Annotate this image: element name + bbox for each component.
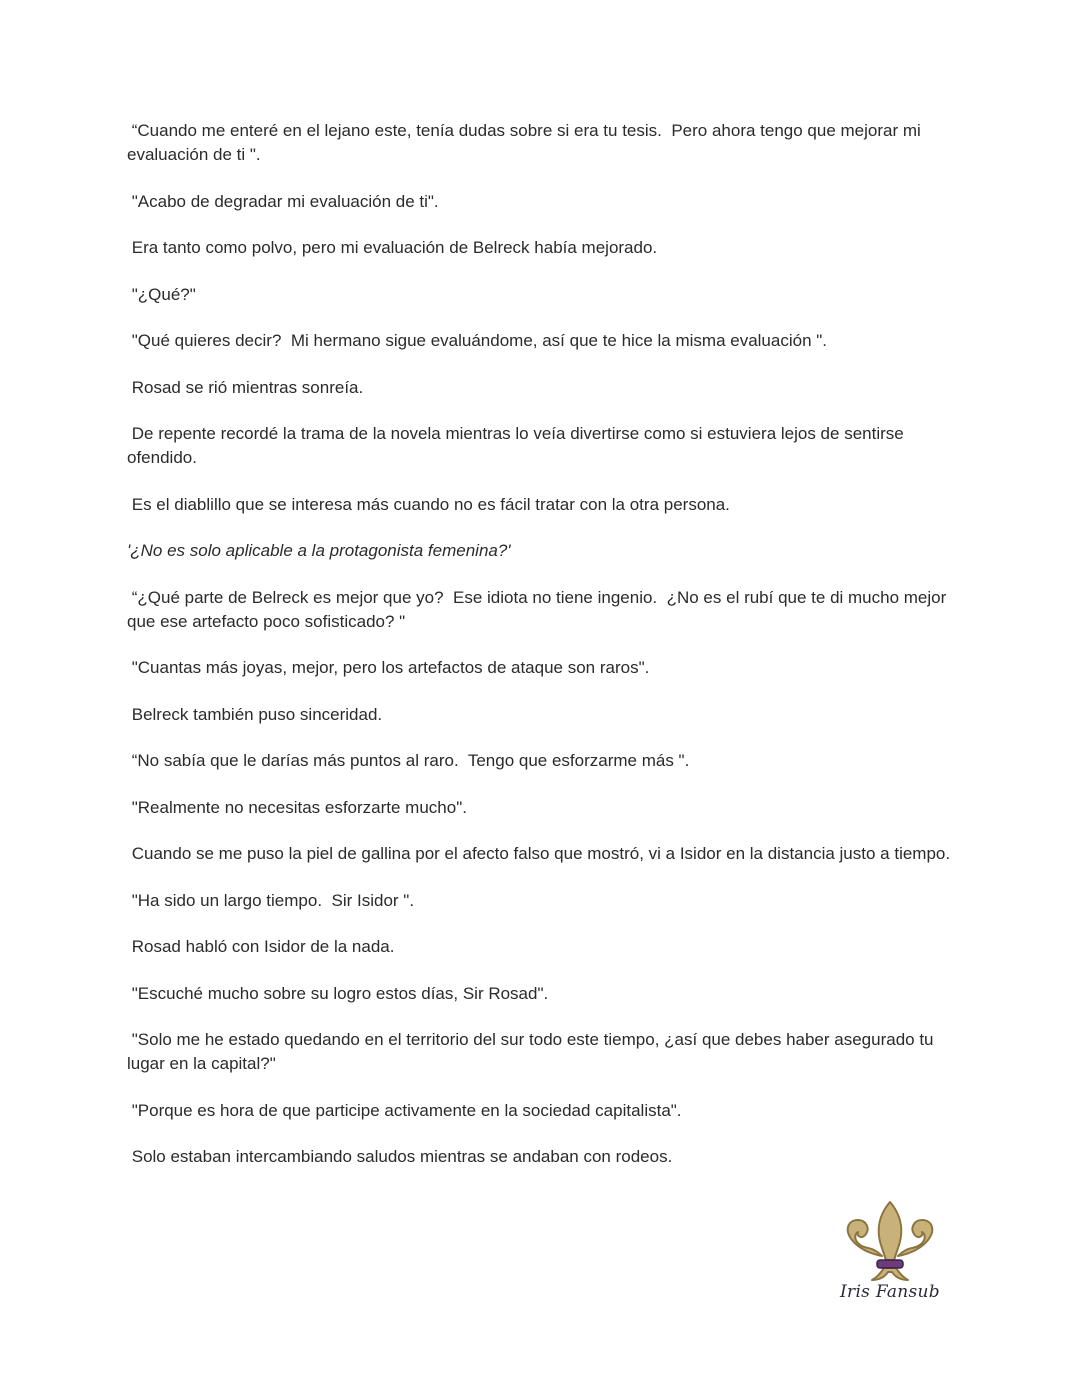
- paragraph: Belreck también puso sinceridad.: [127, 704, 383, 724]
- paragraph: "Ha sido un largo tiempo. Sir Isidor ".: [127, 890, 415, 910]
- paragraph: Solo estaban intercambiando saludos mientras se andaban con rodeos.: [127, 1147, 673, 1166]
- paragraph: "Escuché mucho sobre su logro estos días, Sir Rosad".: [127, 983, 549, 1003]
- paragraph: "Acabo de degradar mi evaluación de ti".: [127, 191, 439, 211]
- paragraph: "Solo me he estado quedando en el territorio del sur todo este tiempo, ¿así que debes haber asegurado tu lugar en la capital?": [127, 1030, 939, 1073]
- paragraph: Era tanto como polvo, pero mi evaluación de Belreck había mejorado.: [127, 238, 658, 257]
- paragraph: Cuando se me puso la piel de gallina por el afecto falso que mostró, vi a Isidor en la distancia justo a tiempo.: [127, 844, 951, 863]
- fleur-de-lis-icon: [838, 1198, 942, 1284]
- paragraph: "Cuantas más joyas, mejor, pero los artefactos de ataque son raros".: [127, 658, 650, 677]
- document-body: [127, 119, 957, 1192]
- paragraph: “¿Qué parte de Belreck es mejor que yo? Ese idiota no tiene ingenio. ¿No es el rubí que te di mucho mejor que ese artefacto poco sofisticado? ": [127, 587, 952, 631]
- paragraph: "¿Qué?": [127, 284, 196, 304]
- paragraph: '¿No es solo aplicable a la protagonista femenina?': [127, 541, 511, 560]
- paragraph: Es el diablillo que se interesa más cuando no es fácil tratar con la otra persona.: [127, 494, 730, 514]
- paragraph: "Realmente no necesitas esforzarte mucho".: [127, 797, 467, 817]
- paragraph: “Cuando me enteré en el lejano este, tenía dudas sobre si era tu tesis. Pero ahora tengo que mejorar mi evaluación de ti ".: [127, 121, 926, 164]
- paragraph: "Qué quieres decir? Mi hermano sigue evaluándome, así que te hice la misma evaluación ".: [127, 331, 828, 350]
- paragraph: Rosad se rió mientras sonreía.: [127, 377, 364, 397]
- paragraph: “No sabía que le darías más puntos al raro. Tengo que esforzarme más ".: [127, 751, 690, 770]
- paragraph: De repente recordé la trama de la novela mientras lo veía divertirse como si estuviera lejos de sentirse ofendido.: [127, 424, 909, 467]
- iris-fansub-logo: [838, 1198, 942, 1310]
- logo-text: Iris Fansub: [840, 1282, 940, 1302]
- paragraph: "Porque es hora de que participe activamente en la sociedad capitalista".: [127, 1100, 682, 1120]
- paragraph: Rosad habló con Isidor de la nada.: [127, 937, 395, 956]
